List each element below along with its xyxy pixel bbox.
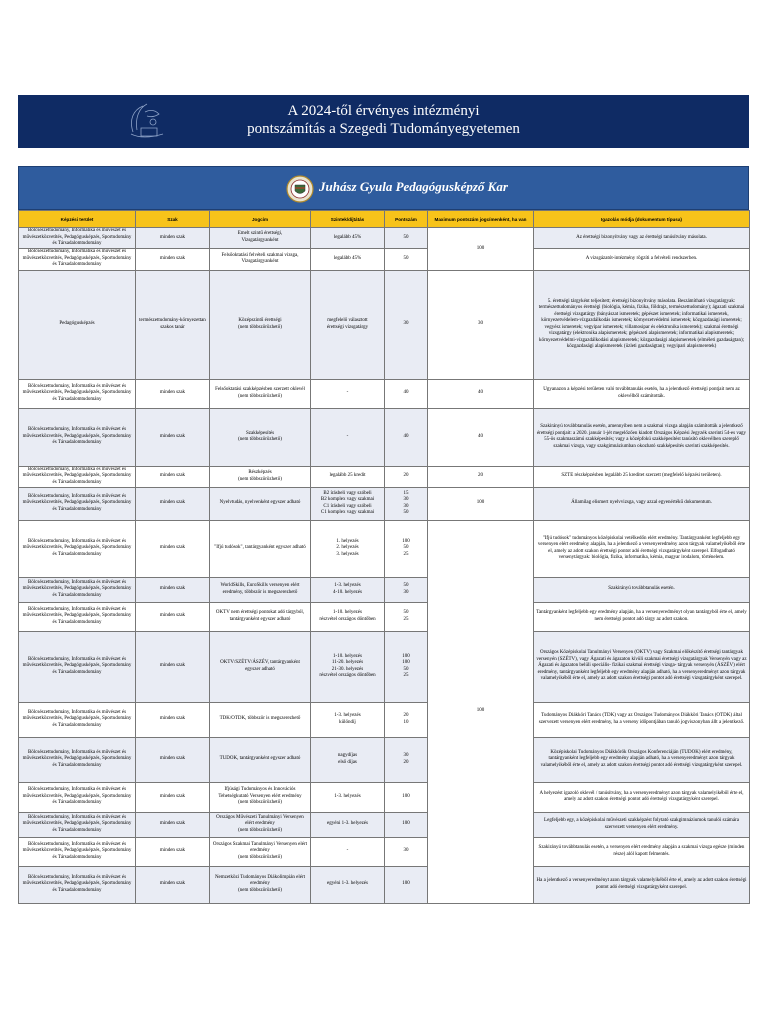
cell-szint: B2 írásbeli vagy szóbeli B2 komplex vagy szakmai C1 írásbeli vagy szóbeli C1 komplex vagy szakmai [311, 487, 385, 520]
cell-area: Bölcsészettudomány, Informatika és művészet és művészetközvetítés, Pedagógusképzés, Sportudomány és Társadalomtudomány [19, 379, 136, 408]
cell-szint: 1-3. helyezés 4-10. helyezés [311, 577, 385, 602]
table-row [19, 866, 750, 903]
title-banner [18, 95, 749, 148]
cell-szak: minden szak [136, 408, 210, 466]
cell-igazolas: Ha a jelentkező a versenyeredményt azon tárgyak valamelyikéből érte el, amely az adott szakon érettségi pontot adó érettségi vizsgatárgyként szerepel. [534, 866, 750, 903]
cell-igazolas: Szakirányú továbbtanulás esetén, amennyiben nem a szakmai vizsga alapján számították a jelentkező érettségi pontjait: a 2020. január 1-jét megelőzően kiadott Országos Képzési Jegyzék szerinti 54-es vagy 55-ös szakmaszámú szakképesítés; vagy a középfokú szakképesítést tanúsító oklevélben szereplő szakmai vizsga, vagy szakgimnáziumban okozható szakképesítés szerinti szakképesítés. [534, 408, 750, 466]
cell-pont: 15 30 30 50 [385, 487, 428, 520]
column-header-szint: Szintek/díjtátás [311, 211, 385, 228]
cell-szint: egyéni 1-3. helyezés [311, 812, 385, 837]
cell-area: Bölcsészettudomány, Informatika és művészet és művészetközvetítés, Pedagógusképzés, Sportudomány és Társadalomtudomány [19, 782, 136, 812]
cell-szint: 1-10. helyezés 11-20. helyezés 21-30. helyezés részvétel országos döntőben [311, 631, 385, 702]
cell-jogcim: WorldSkills, EuroSkills versenyen elért eredmény, többször is megszerezhető [210, 577, 311, 602]
table-row [19, 577, 750, 602]
cell-szak: minden szak [136, 866, 210, 903]
cell-igazolas: Szakirányú továbbtanulás esetén, a versenyen elért eredmény alapján a szakmai vizsga egésze (minden része) alól kapott felmentés. [534, 837, 750, 866]
cell-pont: 20 [385, 466, 428, 487]
cell-szint: 1. helyezés 2. helyezés 3. helyezés [311, 520, 385, 577]
cell-szak: minden szak [136, 487, 210, 520]
cell-szint: 1-10. helyezés részvétel országos döntőben [311, 602, 385, 631]
cell-szak: minden szak [136, 379, 210, 408]
column-header-pont: Pontszám [385, 211, 428, 228]
page-title-line-2: pontszámítás a Szegedi Tudományegyetemen [247, 121, 520, 137]
cell-pont: 40 [385, 379, 428, 408]
cell-szak: minden szak [136, 228, 210, 249]
cell-szint: legalább 45% [311, 228, 385, 249]
cell-area: Bölcsészettudomány, Informatika és művészet és művészetközvetítés, Pedagógusképzés, Sportudomány és Társadalomtudomány [19, 228, 136, 249]
cell-jogcim: Felsőoktatási szakképzésben szerzett oklevél (nem többszörözhető) [210, 379, 311, 408]
cell-jogcim: OKTV/SZÉTV/ÁSZÉV, tantárgyanként egyszer adható [210, 631, 311, 702]
column-header-jogcim: Jogcím [210, 211, 311, 228]
cell-jogcim: Ifjúsági Tudományos és Innovációs Tehetségkutató Versenyen elért eredmény (nem többszörözhető) [210, 782, 311, 812]
column-header-max: Maximum pontszám jogcímenként, ha van [428, 211, 534, 228]
faculty-title: Juhász Gyula Pedagógusképző Kar [319, 179, 508, 194]
table-row [19, 270, 750, 379]
cell-igazolas: Tudományos Diákköri Tanács (TDK) vagy az Országos Tudományos Diákköri Tanács (OTDK) által szervezett versenyen elért eredmény, ha a verseny időpontjában tanuló jogviszonyban állt a jelentkező. [534, 702, 750, 737]
cell-szint: - [311, 408, 385, 466]
table-row [19, 737, 750, 782]
cell-szak: minden szak [136, 737, 210, 782]
cell-area: Bölcsészettudomány, Informatika és művészet és művészetközvetítés, Pedagógusképzés, Sportudomány és Társadalomtudomány [19, 602, 136, 631]
cell-szak: minden szak [136, 248, 210, 270]
cell-szint: egyéni 1-3. helyezés [311, 866, 385, 903]
cell-jogcim: OKTV nem érettségi pontokat adó tárgyból, tantárgyanként egyszer adható [210, 602, 311, 631]
cell-max: 100 [428, 228, 534, 271]
cell-szak: minden szak [136, 520, 210, 577]
cell-pont: 100 [385, 812, 428, 837]
cell-area: Bölcsészettudomány, Informatika és művészet és művészetközvetítés, Pedagógusképzés, Sportudomány és Társadalomtudomány [19, 248, 136, 270]
cell-szak: minden szak [136, 466, 210, 487]
cell-igazolas: SZTE részképzésben legalább 25 kreditet szerzett (megfelelő képzési területen). [534, 466, 750, 487]
table-row [19, 837, 750, 866]
cell-szint: megfelelő választott érettségi vizsgatárgy [311, 270, 385, 379]
cell-szint: - [311, 837, 385, 866]
page-title-line-1: A 2024-től érvényes intézményi [287, 103, 480, 119]
cell-igazolas: A helyezést igazoló oklevél / tanúsítvány, ha a versenyeredményt azon tárgyak valamelyikéből érte el, amely az adott szakon érettségi pontot adó érettségi vizsgatárgyként szerepel. [534, 782, 750, 812]
cell-pont: 50 25 [385, 602, 428, 631]
cell-max: 30 [428, 270, 534, 379]
cell-szak: minden szak [136, 577, 210, 602]
cell-szint: 1-3. helyezés [311, 782, 385, 812]
cell-pont: 100 [385, 866, 428, 903]
faculty-header [18, 166, 749, 210]
cell-pont: 30 20 [385, 737, 428, 782]
table-row [19, 408, 750, 466]
points-table [18, 210, 750, 904]
cell-area: Bölcsészettudomány, Informatika és művészet és művészetközvetítés, Pedagógusképzés, Sportudomány és Társadalomtudomány [19, 812, 136, 837]
cell-igazolas: Középiskolai Tudományos Diákkörök Országos Konferenciáján (TUDOK) elért eredmény, tantárgyanként legfeljebb egy eredmény alapján adható, ha a versenyeredményt azon tárgyak valamelyikéből érte el, amely az adott szakon érettségi pontot adó érettségi vizsgatárgyként szerepel. [534, 737, 750, 782]
cell-area: Bölcsészettudomány, Informatika és művészet és művészetközvetítés, Pedagógusképzés, Sportudomány és Társadalomtudomány [19, 577, 136, 602]
cell-jogcim: Nyelvtudás, nyelvenként egyszer adható [210, 487, 311, 520]
cell-szint: 1-3. helyezés különdíj [311, 702, 385, 737]
cell-jogcim: Felsőoktatási felvételi szakmai vizsga, Vizsgatárgyanként [210, 248, 311, 270]
faculty-emblem-icon [286, 174, 314, 204]
cell-area: Bölcsészettudomány, Informatika és művészet és művészetközvetítés, Pedagógusképzés, Sportudomány és Társadalomtudomány [19, 487, 136, 520]
cell-area: Bölcsészettudomány, Informatika és művészet és művészetközvetítés, Pedagógusképzés, Sportudomány és Társadalomtudomány [19, 837, 136, 866]
table-row [19, 379, 750, 408]
cell-igazolas: Szakirányú továbbtanulás esetén. [534, 577, 750, 602]
cell-pont: 30 [385, 270, 428, 379]
cell-jogcim: Részképzés (nem többszörözhető) [210, 466, 311, 487]
cell-max: 100 [428, 520, 534, 903]
cell-igazolas: "Ifjú tudósok" tudományos középiskolai vetélkedőn elért eredmény. Tantárgyanként legfeljebb egy versenyen elért eredmény alapján, ha a jelentkező a versenyeredmény azon tárgyak valamelyikéből érte el, amely az adott szakon érettségi pontot adó érettségi vizsgatárgyként szerepel. Elfogadható versenytárgyak: biológia, fizika, informatika, kémia, magyar irodalom, történelem. [534, 520, 750, 577]
cell-pont: 100 [385, 782, 428, 812]
cell-area: Bölcsészettudomány, Informatika és művészet és művészetközvetítés, Pedagógusképzés, Sportudomány és Társadalomtudomány [19, 866, 136, 903]
table-row [19, 782, 750, 812]
cell-szint: - [311, 379, 385, 408]
cell-max: 20 [428, 466, 534, 487]
cell-jogcim: Középszintű érettségi (nem többszörözhető) [210, 270, 311, 379]
cell-igazolas: A vizsgázatót-intézmény rögzíti a felvételi rendszerben. [534, 248, 750, 270]
table-row [19, 812, 750, 837]
cell-szint: legalább 45% [311, 248, 385, 270]
cell-max: 40 [428, 379, 534, 408]
cell-max: 100 [428, 487, 534, 520]
cell-pont: 100 100 50 25 [385, 631, 428, 702]
cell-igazolas: 5. érettségi tárgyként teljesített; érettségi bizonyítvány másolata. Beszámítható vizsgatárgyak: természettudományos érettségi (biológia, kémia, fizika, földrajz, természettudomány); ágazati szakmai érettségi vizsgatárgy (bányászat ismeretek; gépészet ismeretek; informatikai ismeretek, környezetvédelem-vízgazdálkodás ismeretek; környezetvédelmi ismeretek; közgazdasági ismeretek; vegyész ismeretek; vegyipar ismeretek; villamosipar és elektronika ismeretek); szakmai érettségi vizsgatárgy (elektronika alapismeretek; gépészeti alapismeretek; informatikai alapismeretek; környezetvédelmi-vízgazdálkodási alapismeretek; közgazdasági alapismeretek (elméleti gazdaságtan); közgazdasági alapismeretek (üzleti gazdaságtan); vegyipari alapismeretek) [534, 270, 750, 379]
table-row [19, 228, 750, 249]
table-row [19, 702, 750, 737]
cell-igazolas: Országos Középiskolai Tanulmányi Versenyen (OKTV) vagy Szakmai előkészítő érettségi tantárgyak versenyén (SZÉTV), vagy Ágazati és ágazaton kívüli szakmai érettségi vizsgatárgyak Versenyén vagy az Ágazati és ágazaton belüli speciális- fizikai szakmai érettségi vizsga- tárgyak versenyén (ÁSZÉV) elért eredmény, tantárgyanként legfeljebb egy eredmény alapján adható, ha a versenyeredményt azon tárgyak valamelyikéből érte el, amely az adott szakon érettségi pontot adó érettségi vizsgatárgyként szerepel. [534, 631, 750, 702]
cell-szint: legalább 25 kredit [311, 466, 385, 487]
cell-area: Bölcsészettudomány, Informatika és művészet és művészetközvetítés, Pedagógusképzés, Sportudomány és Társadalomtudomány [19, 737, 136, 782]
cell-szak: természettudomány-környezettan szakos tanár [136, 270, 210, 379]
table-row [19, 602, 750, 631]
cell-pont: 50 30 [385, 577, 428, 602]
cell-max: 40 [428, 408, 534, 466]
cell-jogcim: Szakképesítés (nem többszörözhető) [210, 408, 311, 466]
cell-jogcim: Országos Művészeti Tanulmányi Versenyen elért eredmény (nem többszörözhető) [210, 812, 311, 837]
column-header-szak: Szak [136, 211, 210, 228]
cell-szak: minden szak [136, 812, 210, 837]
table-header-row [19, 211, 750, 228]
cell-area: Bölcsészettudomány, Informatika és művészet és művészetközvetítés, Pedagógusképzés, Sportudomány és Társadalomtudomány [19, 702, 136, 737]
cell-area: Bölcsészettudomány, Informatika és művészet és művészetközvetítés, Pedagógusképzés, Sportudomány és Társadalomtudomány [19, 408, 136, 466]
cell-jogcim: Nemzetközi Tudományos Diákolimpián elért eredmény (nem többszörözhető) [210, 866, 311, 903]
cell-pont: 20 10 [385, 702, 428, 737]
cell-jogcim: TDK/OTDK, többször is megszerezhető [210, 702, 311, 737]
cell-area: Pedagógusképzés [19, 270, 136, 379]
column-header-area: Képzési terület [19, 211, 136, 228]
cell-igazolas: Ugyanazon a képzési területen való továbbtanulás esetén, ha a jelentkező érettségi pontjait nem az oklevélből számították. [534, 379, 750, 408]
cell-area: Bölcsészettudomány, Informatika és művészet és művészetközvetítés, Pedagógusképzés, Sportudomány és Társadalomtudomány [19, 466, 136, 487]
cell-area: Bölcsészettudomány, Informatika és művészet és művészetközvetítés, Pedagógusképzés, Sportudomány és Társadalomtudomány [19, 631, 136, 702]
cell-igazolas: Tantárgyanként legfeljebb egy eredmény alapján, ha a versenyeredményt olyan tantárgyból érte el, amely nem érettségi pontot adó tárgy az adott szakon. [534, 602, 750, 631]
cell-pont: 30 [385, 837, 428, 866]
table-row [19, 520, 750, 577]
cell-pont: 50 [385, 248, 428, 270]
cell-szak: minden szak [136, 837, 210, 866]
cell-szak: minden szak [136, 602, 210, 631]
cell-jogcim: Emelt szintű érettségi, Vizsgatárgyanként [210, 228, 311, 249]
cell-igazolas: Legfeljebb egy, a középiskolai művészeti szakképzést folytató szakgimnáziumok tanulói számára szervezett versenyen elért eredmény. [534, 812, 750, 837]
table-row [19, 631, 750, 702]
cell-pont: 100 50 25 [385, 520, 428, 577]
cell-szak: minden szak [136, 782, 210, 812]
cell-jogcim: TUDOK, tantárgyanként egyszer adható [210, 737, 311, 782]
cell-igazolas: Államilag elismert nyelvvizsga, vagy azzal egyenértékű dokumentum. [534, 487, 750, 520]
cell-jogcim: Országos Szakmai Tanulmányi Versenyen elért eredmény (nem többszörözhető) [210, 837, 311, 866]
table-row [19, 248, 750, 270]
cell-szak: minden szak [136, 631, 210, 702]
cell-igazolas: Az érettségi bizonyítvány vagy az érettségi tanúsítvány másolata. [534, 228, 750, 249]
cell-szint: nagydíjas első díjas [311, 737, 385, 782]
cell-area: Bölcsészettudomány, Informatika és művészet és művészetközvetítés, Pedagógusképzés, Sportudomány és Társadalomtudomány [19, 520, 136, 577]
table-row [19, 466, 750, 487]
cell-pont: 50 [385, 228, 428, 249]
cell-pont: 40 [385, 408, 428, 466]
column-header-igazolas: Igazolás módja (dokumentum típusa) [534, 211, 750, 228]
table-row [19, 487, 750, 520]
cell-szak: minden szak [136, 702, 210, 737]
cell-jogcim: "Ifjú tudósok", tantárgyanként egyszer adható [210, 520, 311, 577]
